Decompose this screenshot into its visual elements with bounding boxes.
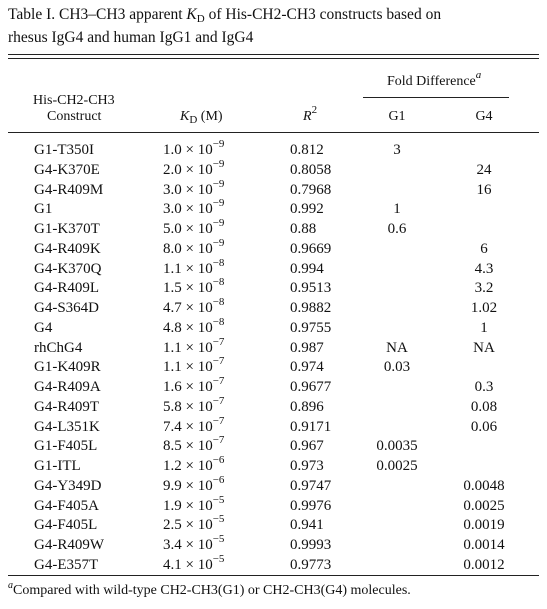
kd-times-ten: × 10 (181, 201, 213, 218)
cell-r2: 0.9171 (290, 418, 332, 435)
kd-mantissa: 1.6 (163, 379, 182, 395)
g4-value: 0.0014 (463, 537, 505, 553)
g1-value: 0.6 (387, 221, 407, 237)
g4-value: 1 (480, 319, 488, 336)
header-r2-sup: 2 (311, 104, 318, 116)
cell-r2: 0.987 (290, 339, 324, 356)
table-row (0, 513, 547, 536)
cell-r2: 0.941 (290, 517, 324, 534)
g1-value: 1 (393, 201, 401, 218)
cell-r2: 0.88 (290, 221, 317, 237)
cell-construct: G1-K370T (34, 221, 100, 237)
kd-mantissa: 1.2 (163, 458, 182, 474)
g4-value: 16 (476, 181, 492, 198)
kd-exponent: −7 (212, 394, 225, 407)
g1-value: NA (386, 339, 408, 356)
g4-value: 0.0025 (463, 497, 505, 514)
cell-r2: 0.974 (290, 359, 324, 376)
kd-times-ten: × 10 (181, 556, 213, 573)
cell-kd (163, 236, 225, 259)
cell-kd (163, 315, 225, 338)
kd-mantissa: 1.0 (163, 142, 182, 158)
header-rule (8, 132, 539, 133)
kd-times-ten: × 10 (181, 181, 213, 198)
bottom-rule (8, 575, 539, 576)
cell-kd (163, 473, 225, 496)
table-row (0, 454, 547, 477)
cell-kd (163, 552, 225, 575)
g1-value: 3 (393, 142, 401, 158)
cell-construct: G4-S364D (34, 300, 100, 316)
cell-r2: 0.9755 (290, 319, 332, 336)
cell-construct: G4-R409A (34, 379, 101, 395)
table-row (0, 177, 547, 201)
cell-construct: G4-R409M (34, 181, 104, 198)
header-kd (180, 108, 223, 126)
table-row (0, 276, 547, 299)
caption-kd-sub: D (196, 13, 205, 25)
footnote-mark: a (8, 580, 13, 591)
kd-times-ten: × 10 (181, 260, 213, 277)
table-row (0, 335, 547, 359)
kd-exponent: −8 (212, 276, 225, 289)
g4-value: 4.3 (474, 260, 494, 277)
kd-exponent: −9 (212, 217, 225, 229)
caption-text-2: rhesus IgG4 and human IgG1 and IgG4 (8, 29, 254, 46)
kd-times-ten: × 10 (181, 161, 213, 178)
caption-kd-symbol: K (186, 6, 197, 23)
cell-construct: G4 (34, 319, 53, 336)
table-row (0, 315, 547, 339)
kd-exponent: −5 (212, 533, 225, 545)
cell-construct: G4-F405A (34, 497, 100, 514)
kd-mantissa: 8.5 (163, 438, 182, 455)
g4-value: 0.0019 (463, 517, 505, 534)
kd-exponent: −7 (212, 335, 225, 348)
cell-r2: 0.994 (290, 260, 324, 277)
g4-value: 6 (480, 240, 488, 257)
kd-exponent: −7 (212, 434, 225, 447)
top-rule-2 (8, 58, 539, 59)
cell-r2: 0.9882 (290, 300, 332, 316)
table-row (0, 138, 547, 161)
header-kd-sub: D (189, 114, 198, 126)
kd-exponent: −9 (212, 138, 225, 150)
cell-r2: 0.9513 (290, 280, 332, 297)
table-row (0, 355, 547, 378)
g4-value: 0.0048 (463, 477, 505, 494)
kd-times-ten: × 10 (181, 398, 213, 415)
kd-mantissa: 1.1 (163, 359, 182, 376)
cell-construct: G4-L351K (34, 418, 100, 435)
cell-construct: G1-K409R (34, 359, 101, 376)
kd-times-ten: × 10 (181, 418, 213, 435)
g4-value: 1.02 (470, 300, 498, 316)
cell-r2: 0.8058 (290, 161, 332, 178)
caption-text-1-rest: of His-CH2-CH3 constructs based on (204, 6, 442, 23)
cell-kd (163, 157, 225, 180)
kd-exponent: −8 (212, 296, 225, 308)
kd-mantissa: 3.0 (163, 181, 182, 198)
kd-mantissa: 4.1 (163, 556, 182, 573)
kd-times-ten: × 10 (181, 339, 213, 356)
cell-construct: G4-F405L (34, 517, 98, 534)
cell-construct: G1 (34, 201, 53, 218)
cell-r2: 0.9976 (290, 497, 332, 514)
cell-construct: G4-K370Q (34, 260, 102, 277)
table-row (0, 533, 547, 556)
header-kd-unit: (M) (197, 109, 223, 124)
kd-exponent: −9 (212, 197, 225, 210)
g4-value: 0.3 (474, 379, 494, 395)
top-rule (8, 54, 539, 55)
cell-r2: 0.896 (290, 398, 324, 415)
g4-value: 0.06 (470, 418, 498, 435)
kd-mantissa: 2.5 (163, 517, 182, 534)
kd-mantissa: 8.0 (163, 240, 182, 257)
kd-times-ten: × 10 (181, 221, 213, 237)
g1-value: 0.03 (383, 359, 411, 376)
table-row (0, 493, 547, 517)
cell-construct: G4-Y349D (34, 477, 102, 494)
cell-kd (163, 394, 225, 417)
cell-construct: G1-F405L (34, 438, 98, 455)
cell-construct: G4-R409L (34, 280, 99, 297)
table-row (0, 197, 547, 220)
kd-times-ten: × 10 (181, 280, 213, 297)
header-construct-line1: His-CH2-CH3 (33, 93, 115, 108)
header-fold-difference (387, 69, 482, 91)
cell-r2: 0.9677 (290, 379, 332, 395)
table-row (0, 236, 547, 260)
kd-exponent: −8 (212, 315, 225, 328)
kd-exponent: −9 (212, 157, 225, 170)
kd-times-ten: × 10 (181, 458, 213, 474)
cell-r2: 0.9747 (290, 477, 332, 494)
kd-times-ten: × 10 (181, 438, 213, 455)
cell-r2: 0.7968 (290, 181, 332, 198)
kd-exponent: −6 (212, 454, 225, 466)
kd-mantissa: 4.7 (163, 300, 182, 316)
cell-r2: 0.812 (290, 142, 324, 158)
kd-exponent: −8 (212, 256, 225, 269)
kd-exponent: −5 (212, 552, 225, 565)
kd-times-ten: × 10 (181, 359, 213, 376)
kd-times-ten: × 10 (181, 477, 213, 494)
kd-times-ten: × 10 (181, 240, 213, 257)
kd-mantissa: 3.4 (163, 537, 182, 553)
cell-construct: G4-E357T (34, 556, 99, 573)
kd-mantissa: 1.1 (163, 260, 182, 277)
g1-value: 0.0025 (376, 458, 418, 474)
cell-construct: G1-T350I (34, 142, 94, 158)
kd-times-ten: × 10 (181, 517, 213, 534)
table-row (0, 552, 547, 576)
table-row (0, 217, 547, 240)
cell-construct: G4-R409K (34, 240, 101, 257)
kd-mantissa: 5.8 (163, 398, 182, 415)
cell-r2: 0.9669 (290, 240, 332, 257)
cell-r2: 0.992 (290, 201, 324, 218)
footnote (8, 580, 411, 599)
cell-construct: G4-R409W (34, 537, 104, 553)
kd-exponent: −6 (212, 473, 225, 486)
g4-value: 0.0012 (463, 556, 505, 573)
cell-r2: 0.9993 (290, 537, 332, 553)
kd-mantissa: 4.8 (163, 319, 182, 336)
caption-label: Table I. (8, 6, 56, 23)
kd-exponent: −5 (212, 493, 225, 506)
kd-mantissa: 1.5 (163, 280, 182, 297)
table-row (0, 375, 547, 398)
table-row (0, 394, 547, 418)
kd-mantissa: 1.1 (163, 339, 182, 356)
kd-mantissa: 1.9 (163, 497, 182, 514)
kd-exponent: −7 (212, 414, 225, 427)
footnote-text: Compared with wild-type CH2-CH3(G1) or CH2-CH3(G4) molecules. (13, 583, 411, 598)
header-r2 (303, 104, 318, 126)
header-kd-symbol: K (180, 109, 190, 124)
kd-times-ten: × 10 (181, 142, 213, 158)
g4-value: NA (473, 339, 495, 356)
table-row (0, 296, 547, 319)
header-fold-note: a (475, 69, 482, 81)
kd-times-ten: × 10 (181, 319, 213, 336)
table-row (0, 157, 547, 181)
table-row (0, 473, 547, 497)
kd-mantissa: 5.0 (163, 221, 182, 237)
table-row (0, 414, 547, 438)
kd-mantissa: 9.9 (163, 477, 182, 494)
header-construct-line2: Construct (47, 109, 102, 124)
kd-exponent: −5 (212, 513, 225, 526)
fold-subrule (363, 97, 509, 98)
cell-construct: G4-R409T (34, 398, 99, 415)
kd-mantissa: 3.0 (163, 201, 182, 218)
table-row (0, 256, 547, 280)
kd-exponent: −7 (212, 355, 225, 368)
cell-r2: 0.9773 (290, 556, 332, 573)
g4-value: 24 (476, 161, 492, 178)
kd-times-ten: × 10 (181, 379, 213, 395)
kd-times-ten: × 10 (181, 300, 213, 316)
cell-construct: rhChG4 (34, 339, 83, 356)
kd-exponent: −9 (212, 236, 225, 249)
cell-construct: G1-ITL (34, 458, 81, 474)
cell-r2: 0.973 (290, 458, 324, 474)
g1-value: 0.0035 (376, 438, 418, 455)
kd-times-ten: × 10 (181, 497, 213, 514)
kd-mantissa: 7.4 (163, 418, 182, 435)
g4-value: 3.2 (474, 280, 494, 297)
kd-exponent: −7 (212, 375, 225, 387)
header-r2-symbol: R (303, 109, 312, 124)
g4-value: 0.08 (470, 398, 498, 415)
kd-times-ten: × 10 (181, 537, 213, 553)
kd-mantissa: 2.0 (163, 161, 182, 178)
header-fold-label: Fold Difference (387, 74, 476, 89)
caption-text-1: CH3–CH3 apparent (59, 6, 187, 23)
cell-construct: G4-K370E (34, 161, 100, 178)
table-row (0, 434, 547, 457)
cell-r2: 0.967 (290, 438, 324, 455)
kd-exponent: −9 (212, 177, 225, 190)
table-caption (8, 4, 538, 49)
